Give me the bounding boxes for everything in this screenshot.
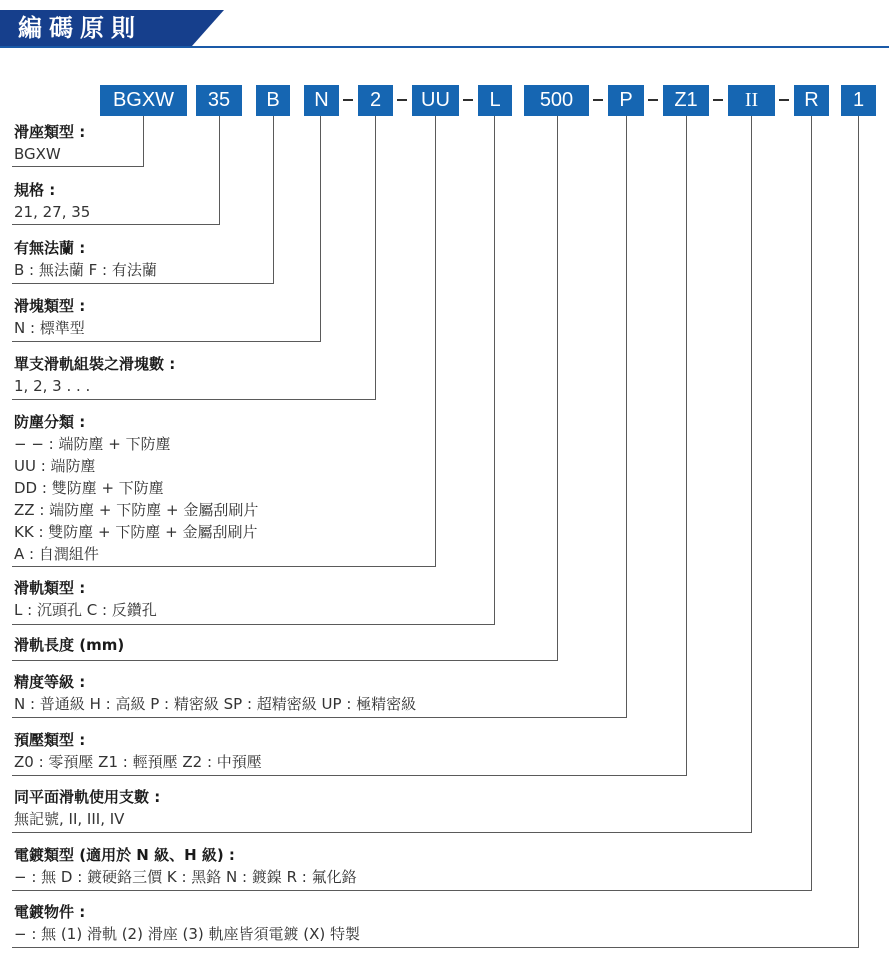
section-title: 同平面滑軌使用支數 : — [14, 788, 161, 806]
section-title: 防塵分類 : — [14, 413, 86, 431]
code-box-block-count: 2 — [358, 85, 393, 116]
code-box-rail-count: II — [728, 85, 775, 116]
connector-line — [494, 116, 495, 624]
code-separator — [779, 99, 789, 101]
section-title: 規格 : — [14, 181, 56, 199]
section-title: 滑塊類型 : — [14, 297, 86, 315]
section-underline — [12, 717, 627, 718]
code-box-dust-protection: UU — [412, 85, 459, 116]
section-title: 有無法蘭 : — [14, 239, 86, 257]
code-separator — [343, 99, 353, 101]
connector-line — [320, 116, 321, 341]
section-title: 電鍍類型 (適用於 N 級、H 級) : — [14, 846, 235, 864]
code-separator — [648, 99, 658, 101]
section-line: DD : 雙防塵 + 下防塵 — [14, 479, 164, 497]
section-line: N : 標準型 — [14, 319, 85, 337]
code-box-plating-type: R — [794, 85, 829, 116]
section-line: − : 無 (1) 滑軌 (2) 滑座 (3) 軌座皆須電鍍 (X) 特製 — [14, 925, 361, 943]
section-accuracy — [14, 671, 416, 715]
section-line: − : 無 D : 鍍硬鉻三價 K : 黑鉻 N : 鍍鎳 R : 氟化鉻 — [14, 868, 357, 886]
code-box-rail-length: 500 — [524, 85, 589, 116]
connector-line — [626, 116, 627, 717]
section-underline — [12, 660, 558, 661]
connector-line — [219, 116, 220, 224]
header-banner — [0, 10, 224, 46]
section-underline — [12, 166, 144, 167]
section-line: Z0 : 零預壓 Z1 : 輕預壓 Z2 : 中預壓 — [14, 753, 262, 771]
code-box-flange: B — [256, 85, 290, 116]
section-size — [14, 179, 90, 223]
section-line: KK : 雙防塵 + 下防塵 + 金屬刮刷片 — [14, 523, 258, 541]
code-box-preload: Z1 — [663, 85, 709, 116]
section-line: BGXW — [14, 145, 61, 163]
page-title: 編碼原則 — [18, 14, 142, 42]
section-line: 21, 27, 35 — [14, 203, 91, 221]
section-plating-type — [14, 844, 357, 888]
section-line: UU : 端防塵 — [14, 457, 96, 475]
section-rail-count — [14, 786, 160, 830]
section-title: 滑座類型 : — [14, 123, 86, 141]
section-line: 1, 2, 3 . . . — [14, 377, 91, 395]
section-underline — [12, 399, 376, 400]
section-underline — [12, 890, 812, 891]
connector-line — [858, 116, 859, 947]
connector-line — [811, 116, 812, 890]
section-line: − − : 端防塵 + 下防塵 — [14, 435, 171, 453]
section-underline — [12, 566, 436, 567]
code-box-block-type: N — [304, 85, 339, 116]
section-underline — [12, 775, 687, 776]
connector-line — [375, 116, 376, 399]
section-underline — [12, 947, 859, 948]
connector-line — [686, 116, 687, 775]
section-plating-object — [14, 901, 360, 945]
connector-line — [557, 116, 558, 660]
section-underline — [12, 832, 752, 833]
code-separator — [397, 99, 407, 101]
section-flange — [14, 237, 157, 281]
section-line: 無記號, II, III, IV — [14, 810, 125, 828]
section-preload — [14, 729, 262, 773]
section-line: B : 無法蘭 F : 有法蘭 — [14, 261, 157, 279]
section-line: N : 普通級 H : 高級 P : 精密級 SP : 超精密級 UP : 極精密級 — [14, 695, 417, 713]
section-line: A : 自潤組件 — [14, 545, 99, 563]
connector-line — [751, 116, 752, 832]
code-separator — [713, 99, 723, 101]
section-line: L : 沉頭孔 C : 反鑽孔 — [14, 601, 157, 619]
code-separator — [593, 99, 603, 101]
code-box-size: 35 — [196, 85, 242, 116]
connector-line — [435, 116, 436, 566]
header-rule — [0, 46, 889, 48]
section-rail-type — [14, 577, 157, 621]
section-block-count — [14, 353, 175, 397]
code-box-rail-type: L — [478, 85, 512, 116]
section-block-type — [14, 295, 85, 339]
section-underline — [12, 224, 220, 225]
section-slider-type — [14, 121, 85, 165]
section-rail-length — [14, 634, 124, 656]
connector-line — [273, 116, 274, 283]
code-box-accuracy: P — [608, 85, 644, 116]
section-underline — [12, 283, 274, 284]
section-title: 電鍍物件 : — [14, 903, 86, 921]
connector-line — [143, 116, 144, 166]
code-box-plating-object: 1 — [841, 85, 876, 116]
section-title: 滑軌類型 : — [14, 579, 86, 597]
section-title: 精度等級 : — [14, 673, 86, 691]
code-separator — [463, 99, 473, 101]
section-line: ZZ : 端防塵 + 下防塵 + 金屬刮刷片 — [14, 501, 259, 519]
section-dust-protection — [14, 411, 258, 565]
section-title: 單支滑軌組裝之滑塊數 : — [14, 355, 176, 373]
section-title: 預壓類型 : — [14, 731, 86, 749]
section-underline — [12, 624, 495, 625]
code-box-series: BGXW — [100, 85, 187, 116]
section-underline — [12, 341, 321, 342]
section-title: 滑軌長度 (mm) — [14, 636, 125, 654]
